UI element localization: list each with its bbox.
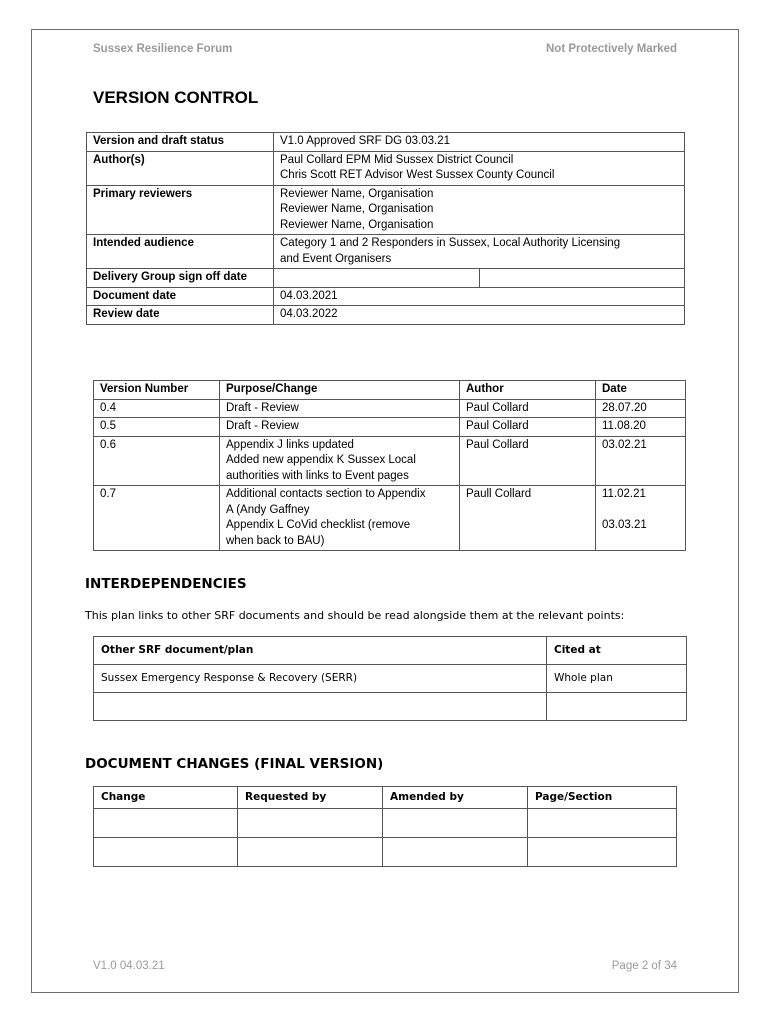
version-control-row	[87, 151, 685, 185]
version-control-value	[274, 235, 685, 269]
version-control-value	[274, 306, 685, 325]
history-date-line: 11.02.21	[602, 488, 646, 500]
history-version: 0.7	[94, 486, 220, 551]
history-purpose-line: Additional contacts section to Appendix	[226, 488, 426, 500]
history-purpose	[220, 418, 460, 437]
version-control-label: Author(s)	[87, 151, 274, 185]
document-change-row	[94, 838, 677, 867]
col-amended-by: Amended by	[383, 787, 528, 809]
col-purpose-change: Purpose/Change	[220, 381, 460, 400]
version-control-row	[87, 269, 685, 288]
footer-version: V1.0 04.03.21	[93, 960, 165, 972]
version-control-value-line: V1.0 Approved SRF DG 03.03.21	[280, 135, 451, 147]
history-row	[94, 436, 686, 486]
version-control-table	[86, 132, 685, 325]
header-organisation: Sussex Resilience Forum	[93, 43, 233, 55]
history-row	[94, 399, 686, 418]
history-date-line: 03.03.21	[602, 519, 647, 531]
col-cited-at: Cited at	[547, 637, 687, 665]
document-change-cell	[94, 838, 238, 867]
interdependency-cited-at	[547, 693, 687, 721]
col-version-number: Version Number	[94, 381, 220, 400]
document-change-cell	[528, 838, 677, 867]
header-marking: Not Protectively Marked	[545, 43, 677, 55]
version-control-row	[87, 133, 685, 152]
history-purpose	[220, 399, 460, 418]
history-author: Paul Collard	[460, 436, 596, 486]
version-control-value-line: Reviewer Name, Organisation	[280, 203, 434, 215]
history-author: Paul Collard	[460, 399, 596, 418]
interdependency-document	[94, 693, 547, 721]
version-control-title: VERSION CONTROL	[93, 88, 259, 107]
version-control-row	[87, 287, 685, 306]
history-date-line	[602, 503, 679, 519]
history-purpose-line: when back to BAU)	[226, 534, 325, 547]
history-date-line: 28.07.20	[602, 401, 647, 414]
col-author: Author	[460, 381, 596, 400]
version-control-row	[87, 185, 685, 235]
version-control-value	[274, 185, 685, 235]
version-control-value-line: Paul Collard EPM Mid Sussex District Council	[280, 153, 514, 166]
history-header-row	[94, 381, 686, 400]
document-change-row	[94, 809, 677, 838]
history-purpose-line: Draft - Review	[226, 401, 299, 414]
document-changes-header-row	[94, 787, 677, 809]
history-date	[596, 436, 686, 486]
interdependency-row	[94, 665, 687, 693]
interdependency-cited-at: Whole plan	[547, 665, 687, 693]
document-changes-title: DOCUMENT CHANGES (FINAL VERSION)	[85, 756, 384, 772]
version-control-label: Review date	[87, 306, 274, 325]
version-control-value-line: 04.03.2022	[280, 308, 338, 320]
history-row	[94, 486, 686, 551]
document-change-cell	[238, 838, 383, 867]
document-change-cell	[528, 809, 677, 838]
version-control-label: Document date	[87, 287, 274, 306]
version-control-label: Version and draft status	[87, 133, 274, 152]
document-change-cell	[94, 809, 238, 838]
history-purpose	[220, 436, 460, 486]
version-control-row	[87, 306, 685, 325]
col-other-document: Other SRF document/plan	[94, 637, 547, 665]
version-control-value	[274, 287, 685, 306]
version-control-label: Primary reviewers	[87, 185, 274, 235]
history-author: Paul Collard	[460, 418, 596, 437]
version-control-value	[274, 133, 685, 152]
col-change: Change	[94, 787, 238, 809]
col-date: Date	[596, 381, 686, 400]
version-control-label: Delivery Group sign off date	[87, 269, 274, 288]
interdependency-document: Sussex Emergency Response & Recovery (SERR)	[94, 665, 547, 693]
version-control-value	[274, 151, 685, 185]
version-control-value-empty	[480, 269, 685, 288]
document-change-cell	[383, 809, 528, 838]
history-version: 0.6	[94, 436, 220, 486]
interdependencies-intro: This plan links to other SRF documents and should be read alongside them at the relevant points:	[85, 609, 625, 622]
version-control-value-empty	[274, 269, 480, 288]
history-purpose-line: Added new appendix K Sussex Local	[226, 454, 416, 466]
history-date	[596, 418, 686, 437]
version-control-value-line: Reviewer Name, Organisation	[280, 218, 434, 231]
version-control-value-line: Chris Scott RET Advisor West Sussex County Council	[280, 169, 555, 181]
col-page-section: Page/Section	[528, 787, 677, 809]
document-changes-table	[93, 786, 677, 867]
footer-page-number: Page 2 of 34	[611, 960, 677, 972]
history-author: Paull Collard	[460, 486, 596, 551]
history-date-line: 03.02.21	[602, 438, 647, 451]
history-version: 0.5	[94, 418, 220, 437]
history-purpose	[220, 486, 460, 551]
document-change-cell	[238, 809, 383, 838]
version-history-table	[93, 380, 686, 551]
version-control-value-line: and Event Organisers	[280, 252, 392, 265]
history-purpose-line: A (Andy Gaffney	[226, 503, 310, 516]
interdependencies-title: INTERDEPENDENCIES	[85, 576, 247, 592]
version-control-value-line: 04.03.2021	[280, 289, 338, 302]
history-date-line: 11.08.20	[602, 420, 646, 432]
history-purpose-line: Draft - Review	[226, 420, 299, 432]
version-control-row	[87, 235, 685, 269]
document-change-cell	[383, 838, 528, 867]
col-requested-by: Requested by	[238, 787, 383, 809]
history-purpose-line: authorities with links to Event pages	[226, 469, 409, 482]
history-row	[94, 418, 686, 437]
version-control-value-line: Category 1 and 2 Responders in Sussex, Local Authority Licensing	[280, 237, 621, 249]
history-version: 0.4	[94, 399, 220, 418]
interdependencies-header-row	[94, 637, 687, 665]
interdependencies-table	[93, 636, 687, 721]
history-purpose-line: Appendix J links updated	[226, 438, 354, 451]
history-date	[596, 399, 686, 418]
version-control-value-line: Reviewer Name, Organisation	[280, 187, 434, 200]
version-control-label: Intended audience	[87, 235, 274, 269]
history-purpose-line: Appendix L CoVid checklist (remove	[226, 519, 411, 531]
history-date	[596, 486, 686, 551]
interdependency-row	[94, 693, 687, 721]
